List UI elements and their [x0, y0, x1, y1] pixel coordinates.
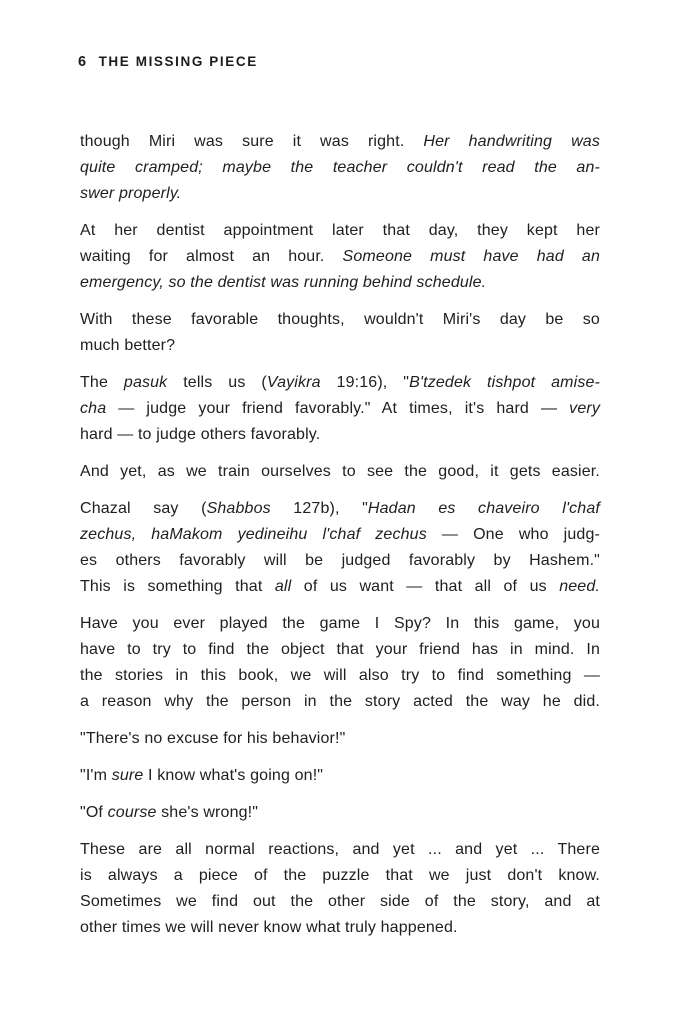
- text-line: [80, 307, 600, 333]
- text-line: [80, 915, 600, 941]
- body-text: is always a piece of the puzzle that we just don't know.: [80, 867, 600, 884]
- italic-text: Vayikra: [266, 374, 321, 391]
- italic-text: Someone must have had an: [342, 248, 600, 265]
- italic-text: emergency, so the dentist was running behind schedule.: [80, 274, 487, 291]
- text-line: [80, 863, 600, 889]
- paragraph: [80, 837, 600, 941]
- paragraph: [80, 726, 600, 752]
- paragraph: [80, 496, 600, 600]
- italic-text: very: [569, 400, 600, 417]
- page-body: [80, 129, 600, 952]
- italic-text: Shabbos: [206, 500, 271, 517]
- body-text: have to try to find the object that your friend has in mind. In: [80, 641, 600, 658]
- text-line: [80, 244, 600, 270]
- text-line: [80, 333, 600, 359]
- text-line: [80, 129, 600, 155]
- running-header: [78, 54, 258, 70]
- text-line: [80, 370, 600, 396]
- text-line: [80, 218, 600, 244]
- book-title: THE MISSING PIECE: [98, 54, 258, 69]
- text-line: [80, 800, 600, 826]
- body-text: These are all normal reactions, and yet ... and yet ... There: [80, 841, 600, 858]
- text-line: [80, 611, 600, 637]
- body-text: other times we will never know what truly happened.: [80, 919, 458, 936]
- paragraph: [80, 218, 600, 296]
- body-text: This is something that: [80, 578, 275, 595]
- text-line: [80, 689, 600, 715]
- text-line: [80, 396, 600, 422]
- body-text: she's wrong!": [156, 804, 259, 821]
- paragraph: [80, 129, 600, 207]
- text-line: [80, 663, 600, 689]
- text-line: [80, 181, 600, 207]
- body-text: Have you ever played the game I Spy? In this game, you: [80, 615, 600, 632]
- italic-text: cha: [80, 400, 107, 417]
- body-text: waiting for almost an hour.: [80, 248, 343, 265]
- text-line: [80, 637, 600, 663]
- body-text: 19:16), ": [320, 374, 410, 391]
- text-line: [80, 422, 600, 448]
- body-text: Chazal say (: [80, 500, 207, 517]
- paragraph: [80, 307, 600, 359]
- page-number: 6: [78, 54, 87, 70]
- body-text: es others favorably will be judged favorably by Hashem.": [80, 552, 600, 569]
- italic-text: B'tzedek tishpot amise-: [409, 374, 600, 391]
- body-text: The: [80, 374, 124, 391]
- italic-text: Hadan es chaveiro l'chaf: [367, 500, 600, 517]
- text-line: [80, 763, 600, 789]
- text-line: [80, 574, 600, 600]
- text-line: [80, 548, 600, 574]
- body-text: "Of: [80, 804, 108, 821]
- body-text: a reason why the person in the story acted the way he did.: [80, 693, 600, 710]
- body-text: With these favorable thoughts, wouldn't Miri's day be so: [80, 311, 600, 328]
- body-text: 127b), ": [270, 500, 368, 517]
- body-text: though Miri was sure it was right.: [80, 133, 424, 150]
- paragraph: [80, 370, 600, 448]
- paragraph: [80, 800, 600, 826]
- paragraph: [80, 459, 600, 485]
- text-line: [80, 496, 600, 522]
- italic-text: pasuk: [123, 374, 168, 391]
- body-text: the stories in this book, we will also try to find something —: [80, 667, 600, 684]
- paragraph: [80, 611, 600, 715]
- body-text: of us want — that all of us: [291, 578, 560, 595]
- italic-text: course: [107, 804, 157, 821]
- body-text: And yet, as we train ourselves to see the good, it gets easier.: [80, 463, 600, 480]
- body-text: I know what's going on!": [143, 767, 324, 784]
- body-text: hard — to judge others favorably.: [80, 426, 321, 443]
- text-line: [80, 522, 600, 548]
- italic-text: sure: [111, 767, 144, 784]
- text-line: [80, 155, 600, 181]
- italic-text: zechus, haMakom yedineihu l'chaf zechus: [80, 526, 427, 543]
- text-line: [80, 837, 600, 863]
- body-text: At her dentist appointment later that day, they kept her: [80, 222, 600, 239]
- body-text: — judge your friend favorably." At times, it's hard —: [106, 400, 570, 417]
- body-text: "I'm: [80, 767, 112, 784]
- paragraph: [80, 763, 600, 789]
- body-text: — One who judg-: [426, 526, 600, 543]
- text-line: [80, 889, 600, 915]
- text-line: [80, 459, 600, 485]
- body-text: tells us (: [167, 374, 267, 391]
- italic-text: Her handwriting was: [423, 133, 600, 150]
- italic-text: swer properly.: [80, 185, 182, 202]
- italic-text: all: [274, 578, 292, 595]
- body-text: Sometimes we find out the other side of the story, and at: [80, 893, 600, 910]
- italic-text: quite cramped; maybe the teacher couldn't read the an-: [80, 159, 600, 176]
- italic-text: need.: [559, 578, 600, 595]
- body-text: much better?: [80, 337, 176, 354]
- body-text: "There's no excuse for his behavior!": [80, 730, 346, 747]
- text-line: [80, 270, 600, 296]
- text-line: [80, 726, 600, 752]
